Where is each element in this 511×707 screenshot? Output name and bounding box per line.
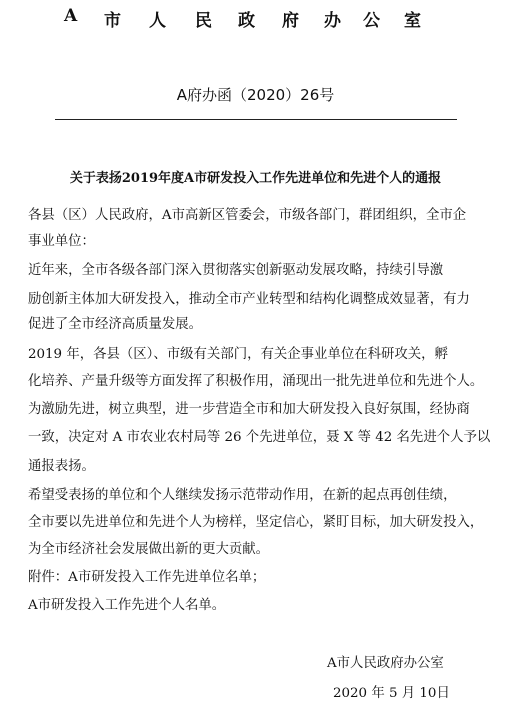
header-char: 府: [282, 11, 299, 31]
body-line: 为激励先进，树立典型，进一步营造全市和加大研发投入良好氛围，经协商: [28, 402, 470, 417]
attachment-line: 附件：A市研发投入工作先进单位名单；: [28, 570, 266, 585]
header-char: 人: [149, 11, 166, 31]
body-line: 各县（区）人民政府，A市高新区管委会，市级各部门，群团组织，全市企: [28, 208, 467, 223]
document-number: A府办函（2020）26号: [176, 86, 335, 104]
header-divider: [55, 119, 457, 120]
header-char: A: [64, 6, 78, 26]
body-line: 近年来，全市各级各部门深入贯彻落实创新驱动发展攻略，持续引导激: [28, 263, 444, 278]
body-line: 通报表扬。: [28, 459, 95, 474]
document-title: 关于表扬2019年度A市研发投入工作先进单位和先进个人的通报: [69, 171, 442, 186]
issuing-authority-header: [0, 6, 511, 32]
body-line: 化培养、产量升级等方面发挥了积极作用，涌现出一批先进单位和先进个人。: [28, 374, 484, 389]
header-char: 政: [238, 11, 255, 31]
signature-organization: A市人民政府办公室: [327, 656, 444, 671]
body-line: 一致，决定对 A 市农业农村局等 26 个先进单位，聂 X 等 42 名先进个人予以: [28, 430, 491, 445]
header-char: 办: [324, 11, 341, 31]
body-line: 希望受表扬的单位和个人继续发扬示范带动作用，在新的起点再创佳绩，: [28, 488, 457, 503]
header-char: 民: [195, 11, 212, 31]
body-line: 促进了全市经济高质量发展。: [28, 317, 203, 332]
body-line: 事业单位：: [28, 234, 95, 249]
signature-date: 2020 年 5 月 10日: [333, 686, 450, 701]
body-line: 全市要以先进单位和先进个人为榜样，坚定信心，紧盯目标，加大研发投入，: [28, 515, 484, 530]
header-char: 室: [404, 11, 421, 31]
attachment-line: A市研发投入工作先进个人名单。: [28, 598, 226, 613]
header-char: 市: [104, 11, 121, 31]
body-line: 2019 年，各县（区）、市级有关部门，有关企事业单位在科研攻关，孵: [28, 347, 448, 362]
body-line: 励创新主体加大研发投入，推动全市产业转型和结构化调整成效显著，有力: [28, 292, 470, 307]
header-char: 公: [363, 11, 380, 31]
body-line: 为全市经济社会发展做出新的更大贡献。: [28, 542, 270, 557]
